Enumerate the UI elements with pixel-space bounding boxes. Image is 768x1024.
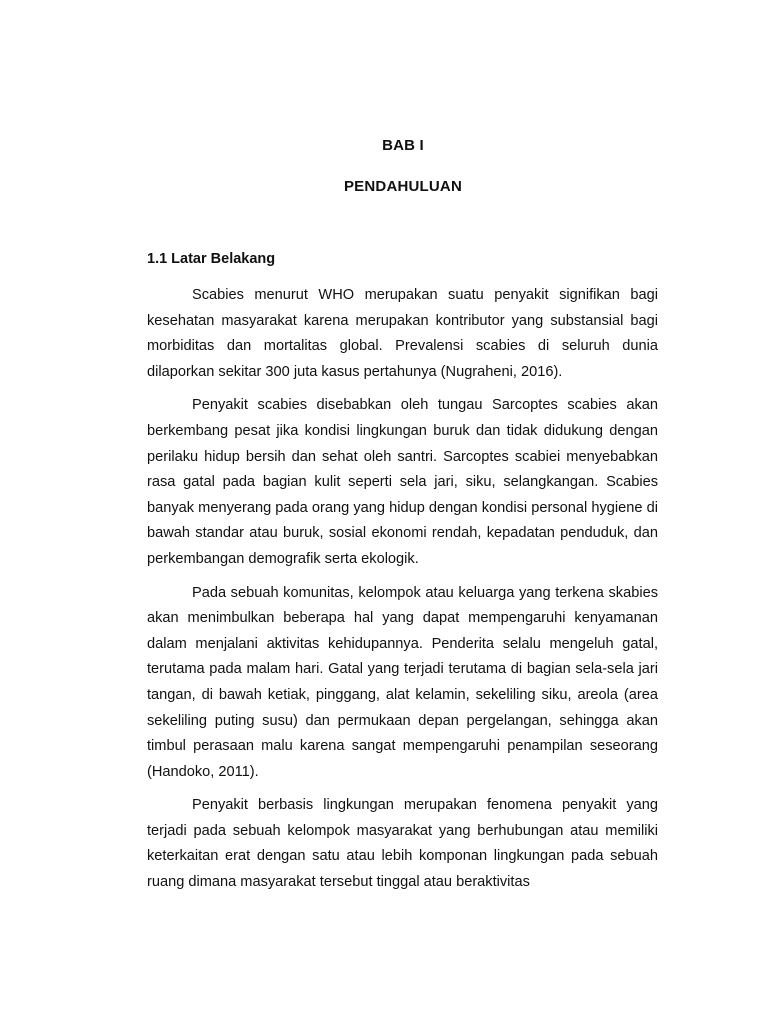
body-text (147, 283, 658, 904)
paragraph: Scabies menurut WHO merupakan suatu penyakit signifikan bagi kesehatan masyarakat karena merupakan kontributor yang substansial bagi morbiditas dan mortalitas global. Prevalensi scabies di seluruh dunia dilaporkan sekitar 300 juta kasus pertahunya (Nugraheni, 2016). (147, 287, 658, 380)
chapter-title: PENDAHULUAN (343, 178, 463, 195)
section-heading: 1.1 Latar Belakang (147, 251, 276, 267)
chapter-label: BAB I (382, 137, 424, 154)
paragraph: Penyakit berbasis lingkungan merupakan fenomena penyakit yang terjadi pada sebuah kelompok masyarakat yang berhubungan atau memiliki keterkaitan erat dengan satu atau lebih komponan lingkungan pada sebuah ruang dimana masyarakat tersebut tinggal atau beraktivitas (147, 797, 658, 891)
paragraph: Penyakit scabies disebabkan oleh tungau Sarcoptes scabies akan berkembang pesat jika kondisi lingkungan buruk dan tidak didukung dengan perilaku hidup bersih dan sehat oleh santri. Sarcoptes scabiei menyebabkan rasa gatal pada bagian kulit seperti sela jari, siku, selangkangan. Scabies banyak menyerang pada orang yang hidup dengan kondisi personal hygiene di bawah standar atau buruk, sosial ekonomi rendah, kepadatan penduduk, dan perkembangan demografik serta ekologik. (147, 397, 658, 567)
paragraph: Pada sebuah komunitas, kelompok atau keluarga yang terkena skabies akan menimbulkan beberapa hal yang dapat mempengaruhi kenyamanan dalam menjalani aktivitas kehidupannya. Penderita selalu mengeluh gatal, terutama pada malam hari. Gatal yang terjadi terutama di bagian sela-sela jari tangan, di bawah ketiak, pinggang, alat kelamin, sekeliling siku, areola (area sekeliling puting susu) dan permukaan depan pergelangan, sehingga akan timbul perasaan malu karena sangat mempengaruhi penampilan seseorang (Handoko, 2011). (147, 584, 658, 780)
